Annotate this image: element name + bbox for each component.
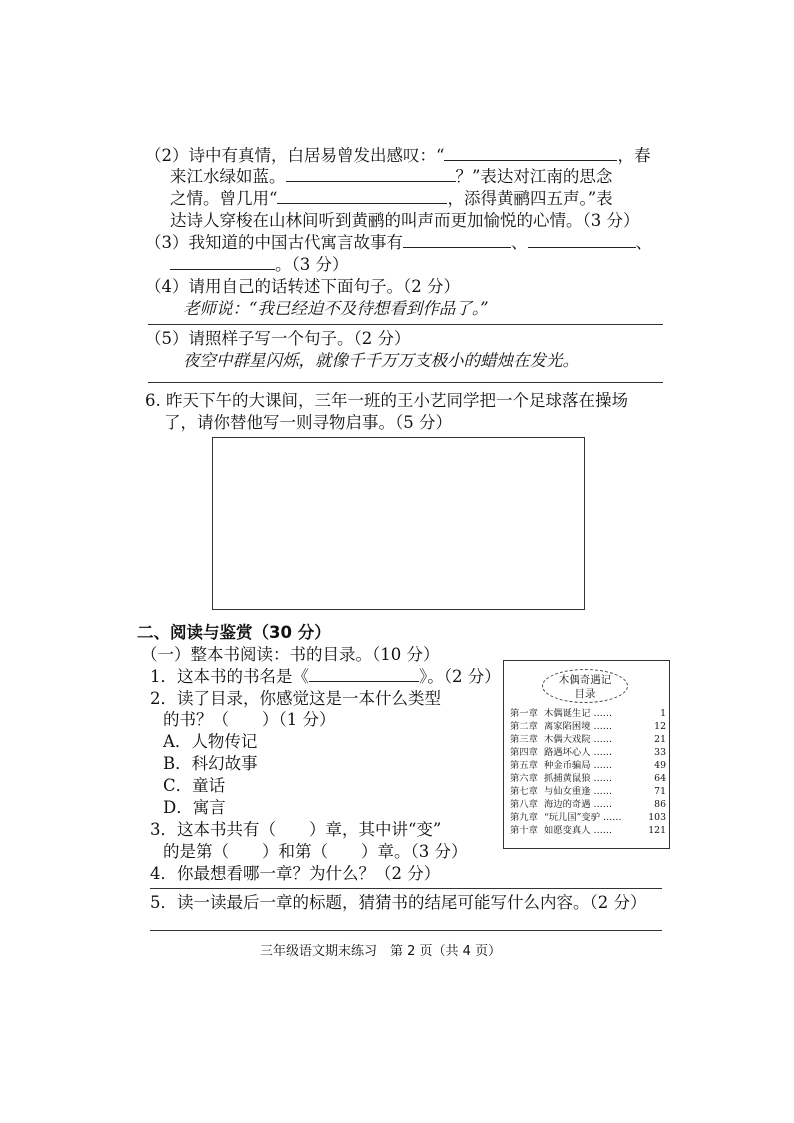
q3-line1 <box>145 232 652 254</box>
q6-prompt-2: 了，请你替他写一则寻物启事。（5 分） <box>164 413 452 432</box>
toc-page: 71 <box>654 786 666 797</box>
toc-chapter: 第一章 <box>510 708 538 719</box>
r2-line-2: 的书？（ ）（1 分） <box>163 710 336 729</box>
toc-row <box>510 708 666 720</box>
r5-line: 5．读一读最后一章的标题，猜猜书的结尾可能写什么内容。（2 分） <box>150 893 647 912</box>
q6-prompt-1: 6. 昨天下午的大课间，三年一班的王小艺同学把一个足球落在操场 <box>145 391 628 410</box>
q3-text-2b: 。（3 分） <box>275 255 349 274</box>
q3-text-1a: （3）我知道的中国古代寓言故事有 <box>145 233 403 252</box>
toc-heading: 目录 <box>574 688 596 700</box>
r1-text-a: 1．这本书的书名是《 <box>150 667 309 686</box>
q5-prompt: （5）请照样子写一个句子。（2 分） <box>145 329 411 348</box>
toc-chapter-title: 抓捕黄鼠狼 …… <box>544 773 613 784</box>
q3-blank-2[interactable] <box>528 232 636 248</box>
toc-chapter: 第二章 <box>510 721 538 732</box>
toc-chapter-title: 路遇坏心人 …… <box>544 747 613 758</box>
r2-option-a: A．人物传记 <box>163 732 258 751</box>
toc-chapter: 第三章 <box>510 734 538 745</box>
q3-line2 <box>170 254 349 276</box>
q3-sep-2: 、 <box>635 233 652 252</box>
lost-notice-answer-box[interactable] <box>212 437 585 610</box>
q2-text-1b: ，春 <box>617 146 651 165</box>
toc-chapter-title: 与仙女重逢 …… <box>544 786 613 797</box>
toc-row <box>510 721 666 733</box>
q2-blank-3[interactable] <box>277 188 447 204</box>
toc-chapter: 第六章 <box>510 773 538 784</box>
toc-page: 121 <box>648 825 666 836</box>
toc-chapter-title: 种金币骗局 …… <box>544 760 613 771</box>
q2-text-3a: 之情。曾几用“ <box>170 189 278 208</box>
toc-chapter-title: 离家陷困境 …… <box>544 721 613 732</box>
toc-chapter: 第五章 <box>510 760 538 771</box>
q2-line4: 达诗人穿梭在山林间听到黄鹂的叫声而更加愉悦的心情。（3 分） <box>170 211 640 230</box>
q5-answer-line[interactable] <box>148 382 663 383</box>
toc-row <box>510 825 666 837</box>
q2-blank-1[interactable] <box>444 145 617 161</box>
q2-text-1a: （2）诗中有真情，白居易曾发出感叹：“ <box>145 146 445 165</box>
r2-line-1: 2．读了目录，你感觉这是一本什么类型 <box>150 689 441 708</box>
toc-chapter: 第十章 <box>510 825 538 836</box>
toc-row <box>510 747 666 759</box>
q4-prompt: （4）请用自己的话转述下面句子。（2 分） <box>145 277 460 296</box>
toc-chapter-title: “玩儿国”变驴 …… <box>544 812 622 823</box>
section-2-subtitle: （一）整本书阅读：书的目录。（10 分） <box>141 645 440 664</box>
r1-text-b: 》。（2 分） <box>419 667 501 686</box>
q3-blank-3[interactable] <box>170 254 275 270</box>
q2-text-3b: ，添得黄鹂四五声。”表 <box>447 189 613 208</box>
toc-chapter: 第四章 <box>510 747 538 758</box>
q2-line2 <box>170 166 612 188</box>
toc-chapter: 第八章 <box>510 799 538 810</box>
r3-line-2: 的是第（ ）和第（ ）章。（3 分） <box>163 842 468 861</box>
q2-line1 <box>145 145 650 167</box>
r1-line <box>150 666 501 688</box>
toc-page: 86 <box>654 799 666 810</box>
toc-row <box>510 812 666 824</box>
r2-option-c: C．童话 <box>163 776 226 795</box>
toc-page: 21 <box>654 734 666 745</box>
r2-option-b: B．科幻故事 <box>163 754 258 773</box>
r1-book-title-blank[interactable] <box>309 666 419 682</box>
toc-book-title: 木偶奇遇记 <box>558 674 612 686</box>
q2-text-2a: 来江水绿如蓝。 <box>170 167 286 186</box>
toc-row <box>510 799 666 811</box>
toc-chapter: 第九章 <box>510 812 538 823</box>
toc-chapter-title: 木偶大戏院 …… <box>544 734 613 745</box>
toc-page: 49 <box>654 760 666 771</box>
q2-text-2b: ？”表达对江南的思念 <box>455 167 613 186</box>
toc-page: 33 <box>654 747 666 758</box>
r4-line: 4．你最想看哪一章？为什么？（2 分） <box>150 864 441 883</box>
toc-row <box>510 773 666 785</box>
q2-blank-2[interactable] <box>286 166 456 182</box>
q4-answer-line[interactable] <box>148 324 663 325</box>
toc-chapter: 第七章 <box>510 786 538 797</box>
toc-chapter-title: 如愿变真人 …… <box>544 825 613 836</box>
section-2-title: 二、阅读与鉴赏（30 分） <box>137 623 331 642</box>
q3-blank-1[interactable] <box>403 232 511 248</box>
toc-page: 103 <box>648 812 666 823</box>
q5-example: 夜空中群星闪烁，就像千千万万支极小的蜡烛在发光。 <box>183 351 579 370</box>
toc-row <box>510 734 666 746</box>
q2-line3 <box>170 188 613 210</box>
r4-answer-line[interactable] <box>150 888 662 889</box>
toc-chapter-title: 海边的奇遇 …… <box>544 799 613 810</box>
toc-page: 64 <box>654 773 666 784</box>
r2-option-d: D．寓言 <box>163 798 226 817</box>
toc-page: 12 <box>654 721 666 732</box>
q4-quote: 老师说：“我已经迫不及待想看到作品了。” <box>183 299 489 318</box>
toc-title-oval <box>542 669 628 703</box>
page-footer: 三年级语文期末练习 第 2 页（共 4 页） <box>260 944 502 959</box>
toc-row <box>510 760 666 772</box>
toc-chapter-title: 木偶诞生记 …… <box>544 708 613 719</box>
toc-page: 1 <box>660 708 666 719</box>
q3-sep-1: 、 <box>511 233 528 252</box>
toc-row <box>510 786 666 798</box>
r3-line-1: 3．这本书共有（ ）章，其中讲“变” <box>150 820 442 839</box>
r5-answer-line[interactable] <box>150 930 662 931</box>
book-table-of-contents <box>503 660 670 849</box>
